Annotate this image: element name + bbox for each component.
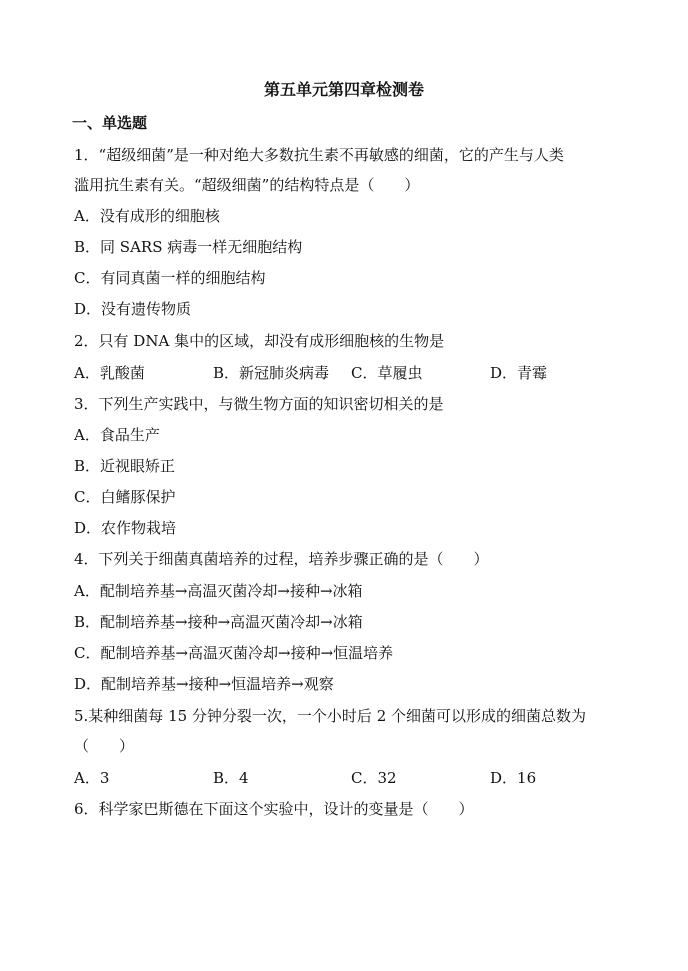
question-5-option-c: C．32	[351, 769, 397, 787]
question-4-option-b: B．配制培养基→接种→高温灭菌冷却→冰箱	[74, 613, 363, 631]
question-3-option-b: B．近视眼矫正	[74, 457, 176, 475]
question-1-stem-line-1: 1．“超级细菌”是一种对绝大多数抗生素不再敏感的细菌，它的产生与人类	[74, 146, 564, 164]
question-1-option-a: A．没有成形的细胞核	[74, 207, 220, 225]
question-3-option-a: A．食品生产	[74, 426, 160, 444]
question-1-stem-line-2: 滥用抗生素有关。“超级细菌”的结构特点是（ ）	[74, 176, 420, 194]
question-4-option-d: D．配制培养基→接种→恒温培养→观察	[74, 675, 334, 693]
question-4-stem: 4．下列关于细菌真菌培养的过程，培养步骤正确的是（ ）	[74, 550, 489, 568]
question-5-option-d: D．16	[490, 769, 537, 787]
question-3-option-c: C．白鳍豚保护	[74, 488, 176, 506]
question-1-option-c: C．有同真菌一样的细胞结构	[74, 269, 266, 287]
question-2-option-b: B．新冠肺炎病毒	[213, 364, 330, 382]
question-5-option-a: A．3	[74, 769, 110, 787]
question-5-option-b: B．4	[213, 769, 249, 787]
question-4-option-c: C．配制培养基→高温灭菌冷却→接种→恒温培养	[74, 644, 394, 662]
question-1-option-d: D．没有遗传物质	[74, 300, 192, 318]
section-heading: 一、单选题	[72, 114, 148, 132]
question-5-stem-line-1: 5.某种细菌每 15 分钟分裂一次，一个小时后 2 个细菌可以形成的细菌总数为	[74, 707, 587, 725]
question-3-stem: 3．下列生产实践中，与微生物方面的知识密切相关的是	[74, 395, 444, 413]
question-2-option-d: D．青霉	[490, 364, 548, 382]
question-2-stem: 2．只有 DNA 集中的区域，却没有成形细胞核的生物是	[74, 332, 445, 350]
page-title: 第五单元第四章检测卷	[263, 80, 424, 99]
question-3-option-d: D．农作物栽培	[74, 519, 177, 537]
question-5-stem-line-2: （ ）	[74, 737, 135, 755]
question-4-option-a: A．配制培养基→高温灭菌冷却→接种→冰箱	[74, 582, 363, 600]
question-2-option-c: C．草履虫	[351, 364, 423, 382]
question-6-stem: 6．科学家巴斯德在下面这个实验中，设计的变量是（ ）	[74, 800, 474, 818]
question-2-option-a: A．乳酸菌	[74, 364, 145, 382]
question-1-option-b: B．同 SARS 病毒一样无细胞结构	[74, 238, 303, 256]
